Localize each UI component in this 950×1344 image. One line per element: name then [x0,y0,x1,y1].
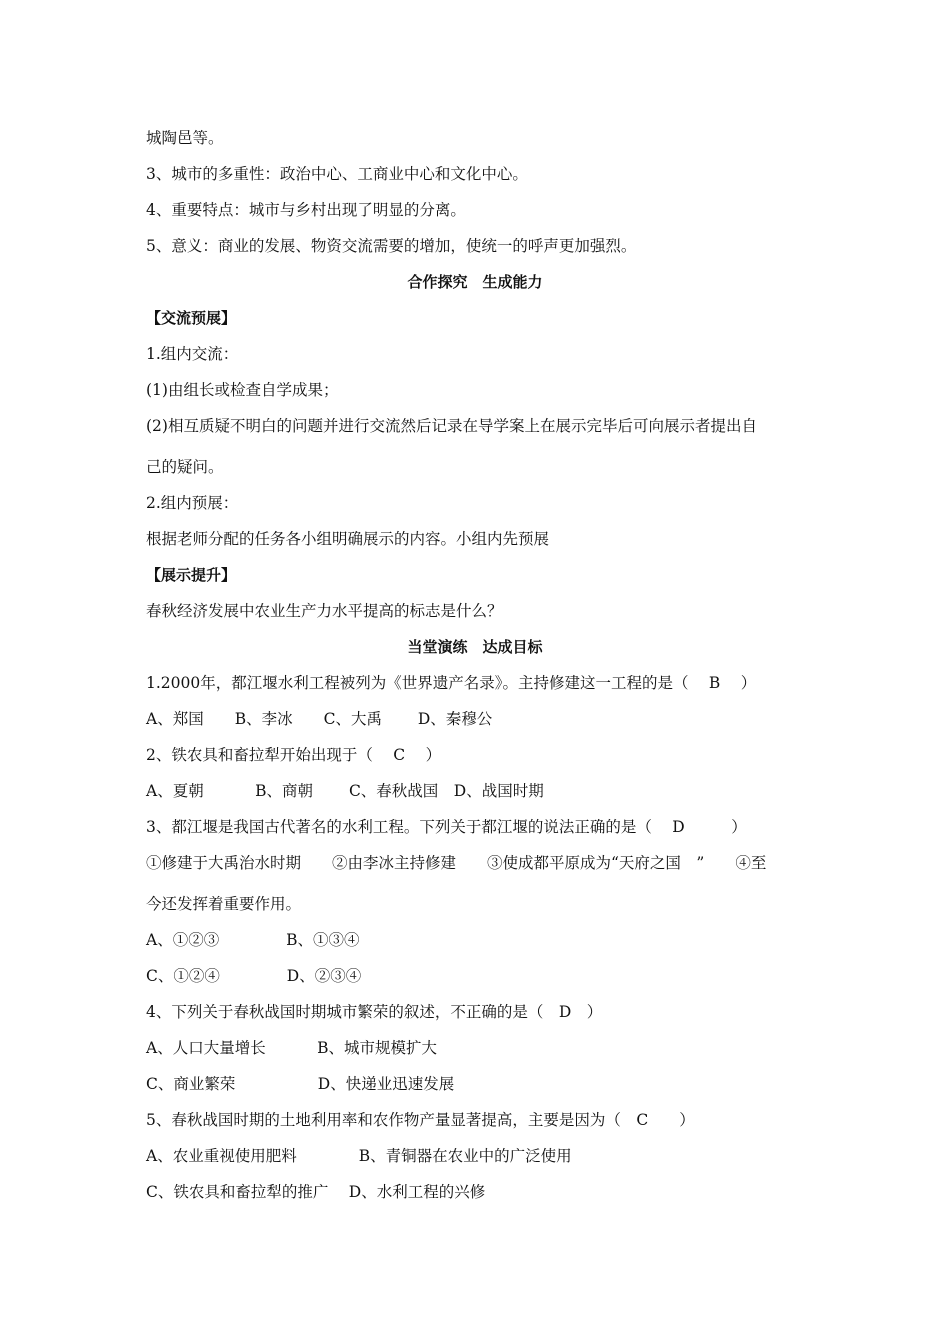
question-options: C、铁农具和畜拉犁的推广 D、水利工程的兴修 [146,1183,486,1201]
question-options: A、人口大量增长 B、城市规模扩大 [146,1039,438,1057]
text-line: 己的疑问。 [146,458,224,476]
text-line: (2)相互质疑不明白的问题并进行交流然后记录在导学案上在展示完毕后可向展示者提出自 [146,417,757,435]
text-line: 4、重要特点：城市与乡村出现了明显的分离。 [146,201,466,219]
question-options: C、①②④ D、②③④ [146,967,362,985]
text-line: (1)由组长或检查自学成果； [146,381,339,399]
question-options: C、商业繁荣 D、快递业迅速发展 [146,1075,455,1093]
question: 2、铁农具和畜拉犁开始出现于（ C ） [146,746,442,764]
text-line: 根据老师分配的任务各小组明确展示的内容。小组内先预展 [146,530,550,548]
question: 4、下列关于春秋战国时期城市繁荣的叙述，不正确的是（ D ） [146,1003,603,1021]
question-options: A、郑国 B、李冰 C、大禹 D、秦穆公 [146,710,493,728]
question: 3、都江堰是我国古代著名的水利工程。下列关于都江堰的说法正确的是（ D ） [146,818,747,836]
text-line: 春秋经济发展中农业生产力水平提高的标志是什么？ [146,602,503,620]
question: 1.2000年，都江堰水利工程被列为《世界遗产名录》。主持修建这一工程的是（ B ） [146,674,757,692]
question-statements: 今还发挥着重要作用。 [146,895,302,913]
text-line: 城陶邑等。 [146,129,224,147]
section-heading: 合作探究 生成能力 [407,273,543,291]
question: 5、春秋战国时期的土地利用率和农作物产量显著提高，主要是因为（ C ） [146,1111,695,1129]
text-line: 3、城市的多重性：政治中心、工商业中心和文化中心。 [146,165,528,183]
question-options: A、①②③ B、①③④ [146,931,360,949]
question-options: A、夏朝 B、商朝 C、春秋战国 D、战国时期 [146,782,544,800]
subsection-heading: 【交流预展】 [146,309,237,327]
question-options: A、农业重视使用肥料 B、青铜器在农业中的广泛使用 [146,1147,572,1165]
subsection-heading: 【展示提升】 [146,566,237,584]
text-line: 2.组内预展： [146,494,239,512]
question-statements: ①修建于大禹治水时期 ②由李冰主持修建 ③使成都平原成为“天府之国 ” ④至 [146,854,767,872]
text-line: 1.组内交流： [146,345,239,363]
section-heading: 当堂演练 达成目标 [407,638,543,656]
text-line: 5、意义：商业的发展、物资交流需要的增加，使统一的呼声更加强烈。 [146,237,637,255]
